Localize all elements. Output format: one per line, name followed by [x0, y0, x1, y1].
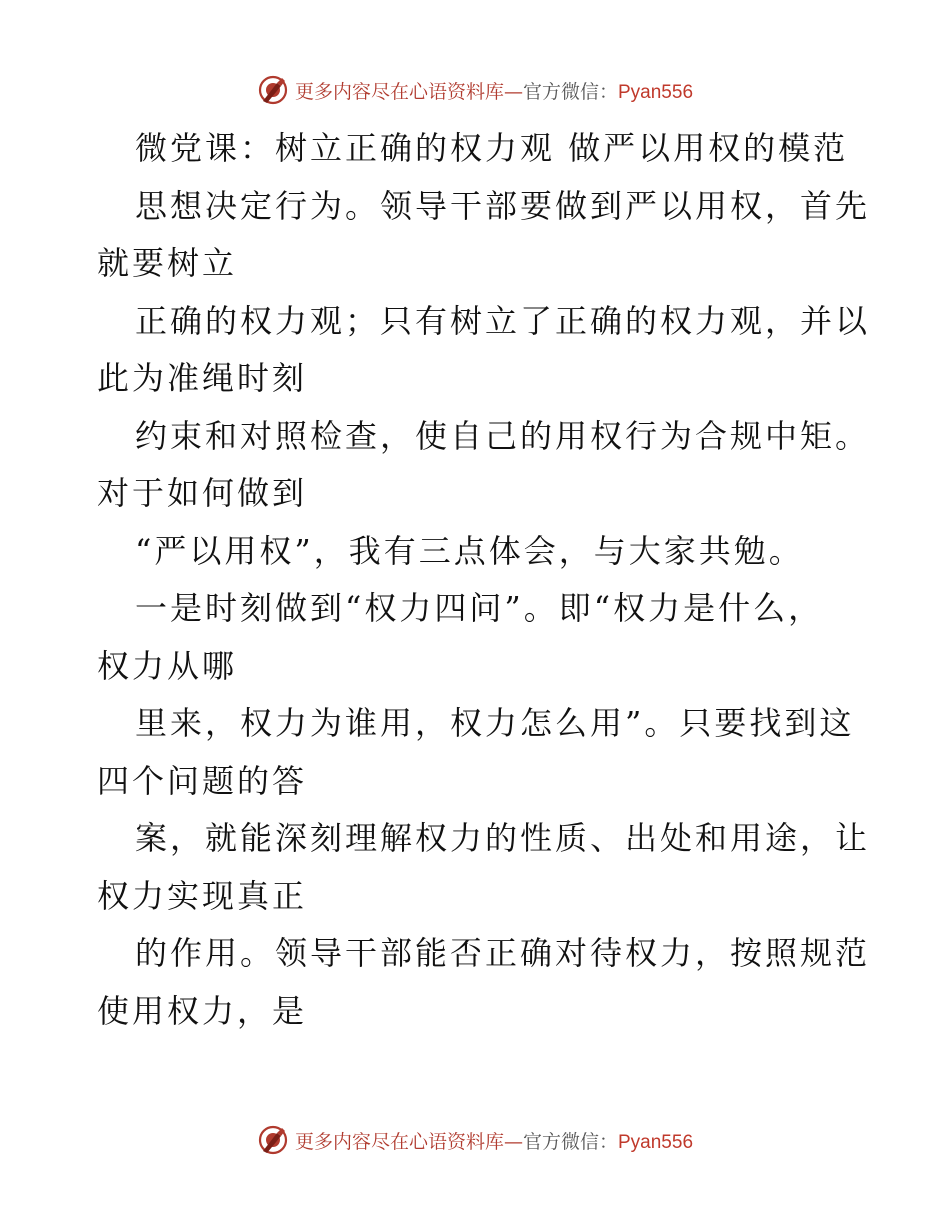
- pen-logo-icon: [257, 1124, 289, 1156]
- document-body: [97, 120, 871, 1040]
- text-line: 权力从哪: [97, 646, 238, 685]
- footer-separator: —: [503, 1130, 523, 1153]
- text-line: 此为准绳时刻: [97, 359, 308, 397]
- header-banner-text: [295, 77, 693, 104]
- text-line: 使用权力，是: [97, 991, 308, 1030]
- text-line: “严以用权”，我有三点体会，与大家共勉。: [135, 531, 804, 570]
- text-line: 一是时刻做到“权力四问”。即“权力是什么，: [135, 589, 824, 627]
- text-line: 对于如何做到: [97, 474, 308, 512]
- text-line: 权力实现真正: [97, 876, 308, 915]
- footer-wechat-id: Pyan556: [618, 1131, 694, 1153]
- footer-banner: [0, 1120, 950, 1160]
- pen-logo-icon: [257, 74, 289, 106]
- text-line: 微党课：树立正确的权力观 做严以用权的模范: [135, 129, 849, 167]
- text-line: 四个问题的答: [97, 761, 308, 800]
- header-wechat-id: Pyan556: [618, 81, 694, 103]
- header-separator: —: [503, 80, 523, 103]
- text-line: 里来，权力为谁用，权力怎么用”。只要找到这: [135, 704, 855, 742]
- text-line: 思想决定行为。领导干部要做到严以用权，首先: [135, 186, 871, 225]
- text-line: 的作用。领导干部能否正确对待权力，按照规范: [135, 934, 871, 972]
- header-banner: [0, 70, 950, 110]
- text-line: 案，就能深刻理解权力的性质、出处和用途，让: [135, 819, 871, 857]
- footer-banner-text: [295, 1127, 693, 1154]
- text-line: 就要树立: [97, 244, 238, 282]
- header-wechat-label: 官方微信：: [522, 80, 618, 103]
- footer-site-text: 更多内容尽在心语资料库: [294, 1130, 504, 1153]
- footer-wechat-label: 官方微信：: [522, 1130, 618, 1153]
- text-line: 约束和对照检查，使自己的用权行为合规中矩。: [135, 416, 871, 455]
- header-site-text: 更多内容尽在心语资料库: [294, 80, 504, 103]
- text-line: 正确的权力观；只有树立了正确的权力观，并以: [135, 301, 871, 340]
